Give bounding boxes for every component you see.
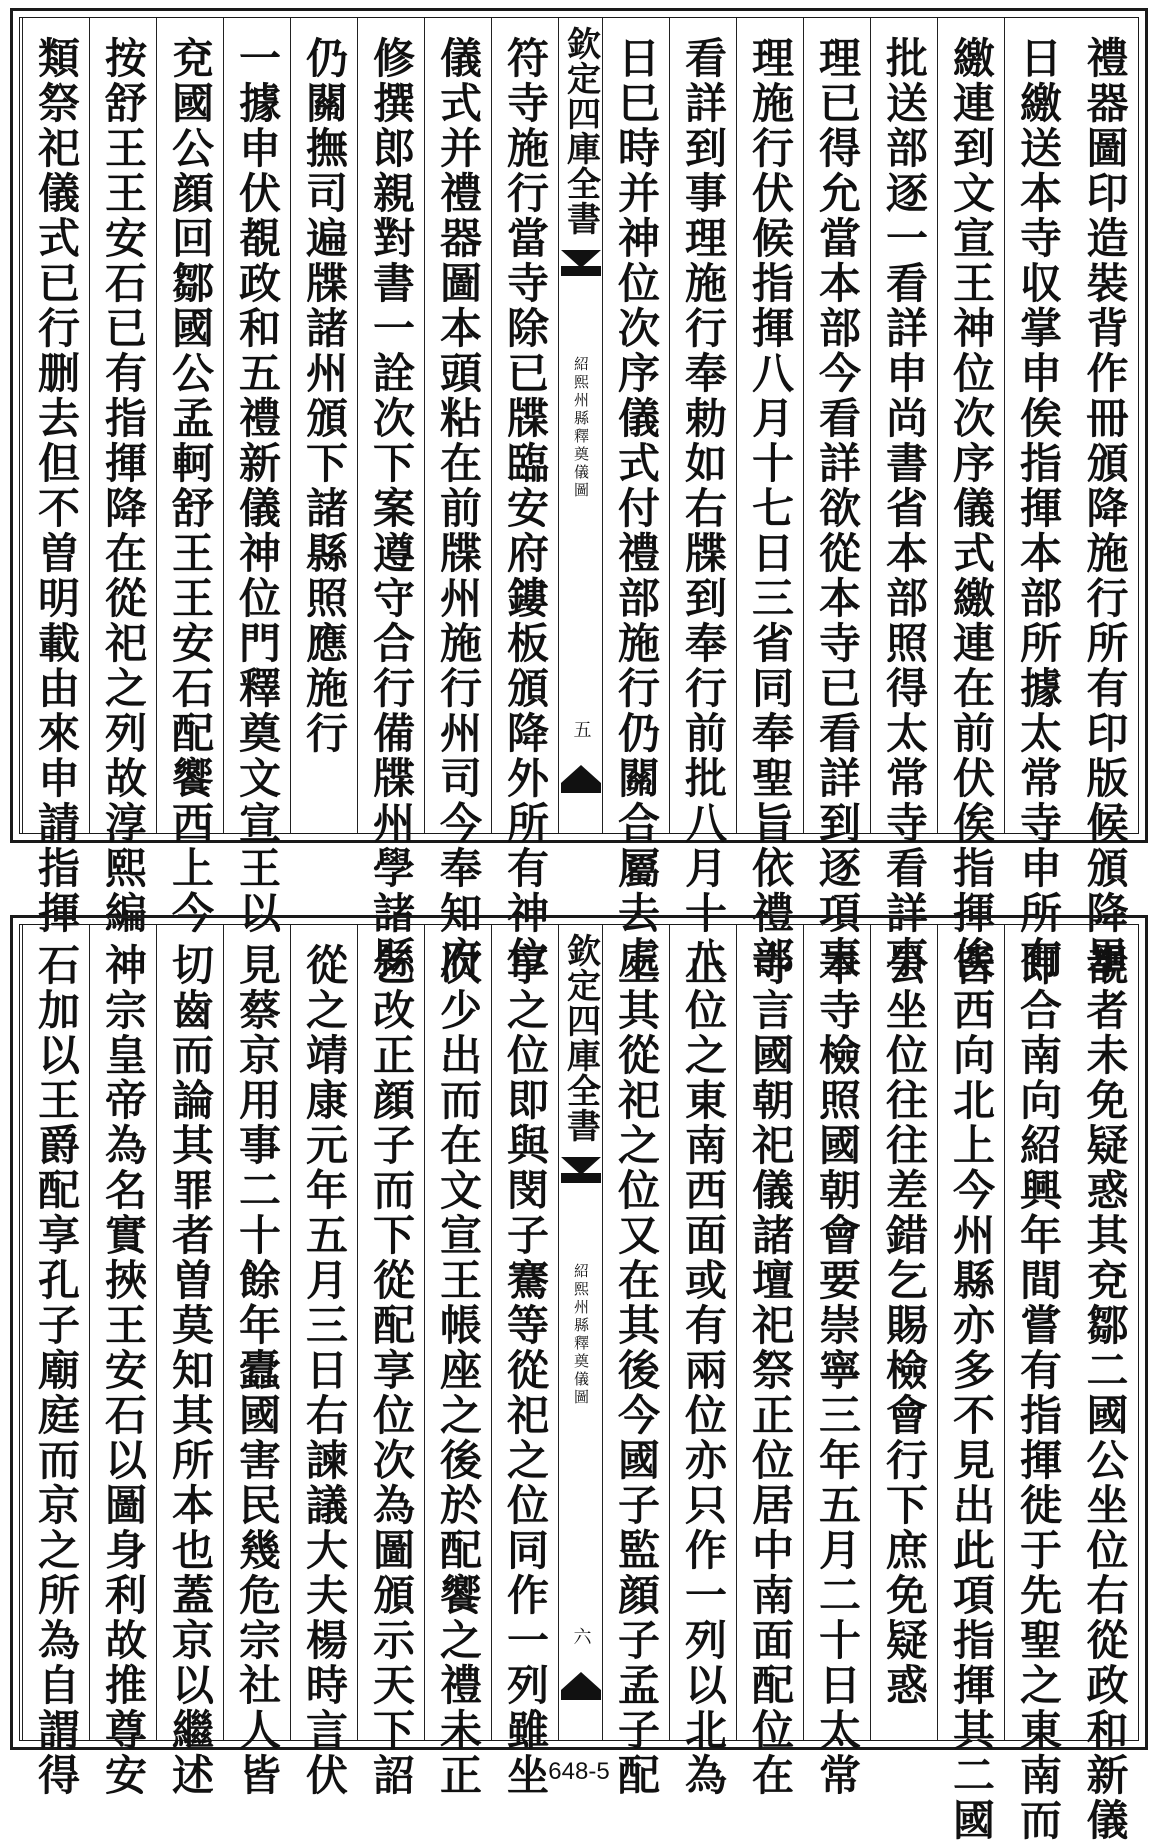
fish-tail-bar-bottom — [561, 1690, 601, 1700]
text-column — [602, 18, 669, 981]
column-text: 兗國公顔回鄒國公孟軻舒王王安石配饗西上今 — [166, 36, 215, 936]
book-page-top — [10, 8, 1148, 981]
text-column — [156, 925, 223, 1798]
column-text: 類祭祀儀式已行删去但不曽明載由來申請指揮 — [32, 36, 81, 936]
page-number: 五 — [570, 720, 592, 738]
text-column — [424, 18, 491, 981]
column-text: 儀式并禮器圖本頭粘在前牒州施行州司今奉知府 — [434, 36, 483, 981]
text-column — [290, 925, 357, 1798]
column-text: 一據申伏覩政和五禮新儀神位門釋奠文宣王以 — [233, 36, 282, 936]
text-column — [357, 18, 424, 981]
column-text: 批送部逐一看詳申尚書省本部照得太常寺看詳事 — [880, 36, 929, 981]
column-text: 見蔡京用事二十餘年蠹國害民幾危宗社人皆 — [233, 943, 282, 1798]
text-columns — [20, 18, 1138, 981]
text-column — [357, 925, 424, 1798]
text-column — [1004, 925, 1071, 1843]
book-title: 欽定四庫全書 — [560, 26, 601, 236]
column-text: 看詳到事理施行奉勅如右牒到奉行前批八月十八 — [679, 36, 728, 981]
page-centerfold — [558, 18, 602, 833]
column-text: 公坐位往往差錯乞賜檢會行下庶免疑惑 — [880, 943, 929, 1708]
fish-tail-mark-bottom — [561, 1672, 601, 1690]
chapter-title: 紹熙州縣釋奠儀圖 — [572, 1263, 590, 1407]
column-text: 享之位即與閔子騫等從祀之位同作一列雖坐 — [501, 943, 550, 1798]
text-column — [223, 18, 290, 936]
column-text: 按舒王王安石已有指揮降在從祀之列故淳熙編 — [99, 36, 148, 936]
column-text: 日巳時并神位次序儀式付禮部施行仍關合屬去處 — [612, 36, 661, 981]
column-text: 皆西向北上今州縣亦多不見出此項指揮其二國 — [947, 943, 996, 1843]
text-column — [870, 925, 937, 1740]
text-column — [1004, 18, 1071, 981]
book-title: 欽定四庫全書 — [560, 933, 601, 1143]
column-text: 切齒而論其罪者曽莫知其所本也蓋京以繼述 — [166, 943, 215, 1798]
text-column — [223, 925, 290, 1798]
text-column — [156, 18, 223, 936]
text-column — [937, 18, 1004, 981]
column-text: 寺言國朝祀儀諸壇祀祭正位居中南面配位在 — [746, 943, 795, 1798]
text-column — [803, 925, 870, 1798]
column-text: 理已得允當本部今看詳欲從本寺已看詳到逐項事 — [813, 36, 862, 981]
text-column — [937, 925, 1004, 1843]
text-column — [491, 925, 558, 1798]
footer-page-code: 648-5 — [548, 1758, 610, 1785]
column-text: 從之靖康元年五月三日右諫議大夫楊時言伏 — [300, 943, 349, 1798]
column-text: 乞改正顔子而下從配享位次為圖頒示天下詔 — [367, 943, 416, 1798]
column-text: 即合南向紹興年間嘗有指揮徙于先聖之東南而 — [1014, 943, 1063, 1843]
column-text: 修撰郎親對書一詮次下案遵守合行備牒州學諸縣 — [367, 36, 416, 981]
text-column — [22, 925, 89, 1798]
text-column — [424, 925, 491, 1798]
text-column — [803, 18, 870, 981]
text-column — [22, 18, 89, 936]
fish-tail-bar — [561, 266, 601, 276]
text-column — [1071, 925, 1138, 1843]
text-column — [290, 18, 357, 833]
page-frame — [19, 17, 1139, 981]
column-text: 禮器圖印造裝背作冊頒降施行所有印版候頒降畢 — [1080, 36, 1130, 981]
column-text: 覩者未免疑惑其兗鄒二國公坐位右從政和新儀 — [1080, 943, 1130, 1843]
chapter-title: 紹熙州縣釋奠儀圖 — [572, 356, 590, 500]
column-text: 石加以王爵配享孔子廟庭而京之所為自謂得 — [32, 943, 81, 1798]
column-text: 繳連到文宣王神位次序儀式繳連在前伏俟指揮俟 — [947, 36, 996, 981]
text-column — [89, 925, 156, 1798]
text-column — [669, 18, 736, 981]
text-column — [491, 18, 558, 981]
column-text: 理施行伏候指揮八月十七日三省同奉聖旨依禮部 — [746, 36, 795, 981]
page-centerfold — [558, 925, 602, 1740]
column-text: 仍關撫司遍牒諸州頒下諸縣照應施行 — [300, 36, 349, 756]
text-column — [736, 18, 803, 981]
text-column — [870, 18, 937, 981]
column-text: 日繳送本寺収掌申俟指揮本部所據太常寺申所有 — [1014, 36, 1063, 981]
text-column — [1071, 18, 1138, 981]
fish-tail-bar — [561, 1173, 601, 1183]
column-text: 神宗皇帝為名實挾王安石以圖身利故推尊安 — [99, 943, 148, 1798]
text-column — [602, 925, 669, 1798]
column-text: 本寺檢照國朝會要崇寧三年五月二十日太常 — [813, 943, 862, 1798]
page-number: 六 — [570, 1627, 592, 1645]
column-text: 符寺施行當寺除已牒臨安府鏤板頒降外所有神位 — [501, 36, 550, 981]
text-column — [89, 18, 156, 936]
fish-tail-bar-bottom — [561, 783, 601, 793]
text-column — [669, 925, 736, 1798]
fish-tail-mark-bottom — [561, 765, 601, 783]
text-column — [736, 925, 803, 1798]
column-text: 上其從祀之位又在其後今國子監顔子孟子配 — [612, 943, 661, 1798]
column-text: 正位之東南西面或有兩位亦只作一列以北為 — [679, 943, 728, 1798]
column-text: 次少出而在文宣王帳座之後於配饗之禮未正 — [434, 943, 483, 1798]
